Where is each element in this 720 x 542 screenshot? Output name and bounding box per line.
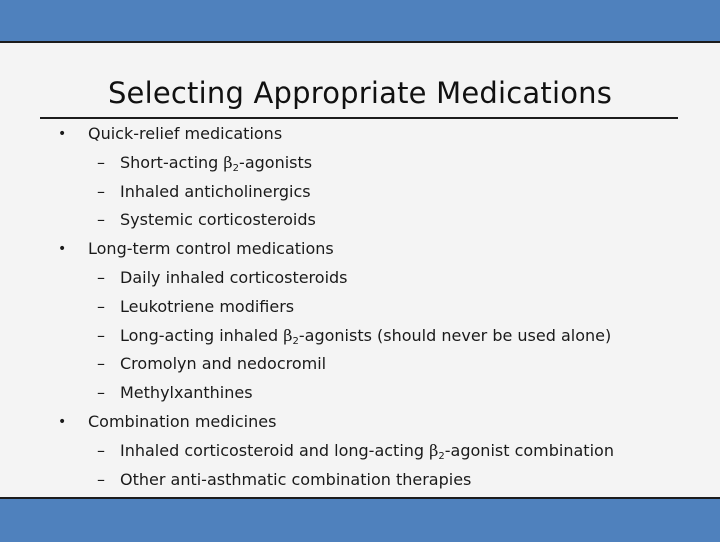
sub-item-label: Short-acting $\beta_2$-agonists — [120, 152, 313, 174]
dash-icon: – — [97, 325, 105, 345]
sub-item-short-acting — [0, 149, 720, 178]
sub-item-label: Other anti-asthmatic combination therapies — [120, 469, 472, 489]
sub-item-label: Inhaled anticholinergics — [120, 181, 311, 201]
top-band — [0, 0, 720, 43]
list-item-combination — [0, 408, 720, 437]
bullet-icon: • — [58, 413, 67, 430]
list-item-label: Long-term control medications — [88, 239, 334, 259]
sub-item-methylxanthines — [0, 379, 720, 408]
dash-icon: – — [97, 152, 105, 172]
dash-icon: – — [97, 469, 105, 489]
sub-item-label: Long-acting inhaled $\beta_2$-agonists (should never be used alone) — [120, 325, 612, 347]
sub-item-label: Leukotriene modifiers — [120, 296, 295, 316]
sub-item-leukotriene — [0, 293, 720, 322]
sub-item-label: Daily inhaled corticosteroids — [120, 267, 348, 287]
sub-item-systemic-corticosteroids — [0, 206, 720, 235]
bullet-list — [0, 120, 720, 494]
list-item-long-term-control — [0, 235, 720, 264]
bullet-icon: • — [58, 126, 67, 142]
dash-icon: – — [97, 354, 105, 374]
list-item-label: Combination medicines — [88, 411, 277, 431]
dash-icon: – — [97, 210, 105, 230]
slide-title: Selecting Appropriate Medications — [107, 76, 613, 110]
dash-icon: – — [97, 383, 105, 403]
sub-item-other-combos — [0, 466, 720, 495]
sub-item-anticholinergics — [0, 178, 720, 207]
sub-item-label: Inhaled corticosteroid and long-acting $\beta_2$-agonist combination — [120, 440, 614, 462]
list-item-quick-relief — [0, 120, 720, 149]
sub-item-cromolyn — [0, 350, 720, 379]
dash-icon: – — [97, 181, 105, 201]
sub-item-label: Methylxanthines — [120, 383, 253, 403]
dash-icon: – — [97, 267, 105, 287]
sub-item-label: Systemic corticosteroids — [120, 210, 316, 230]
bottom-band — [0, 497, 720, 542]
dash-icon: – — [97, 296, 105, 316]
sub-item-ics-laba-combo — [0, 437, 720, 466]
title-underline — [40, 117, 678, 119]
bullet-icon: • — [58, 241, 67, 258]
sub-item-laba — [0, 322, 720, 351]
sub-item-label: Cromolyn and nedocromil — [120, 354, 327, 374]
sub-item-daily-ics — [0, 264, 720, 293]
list-item-label: Quick-relief medications — [88, 124, 283, 143]
dash-icon: – — [97, 440, 105, 460]
